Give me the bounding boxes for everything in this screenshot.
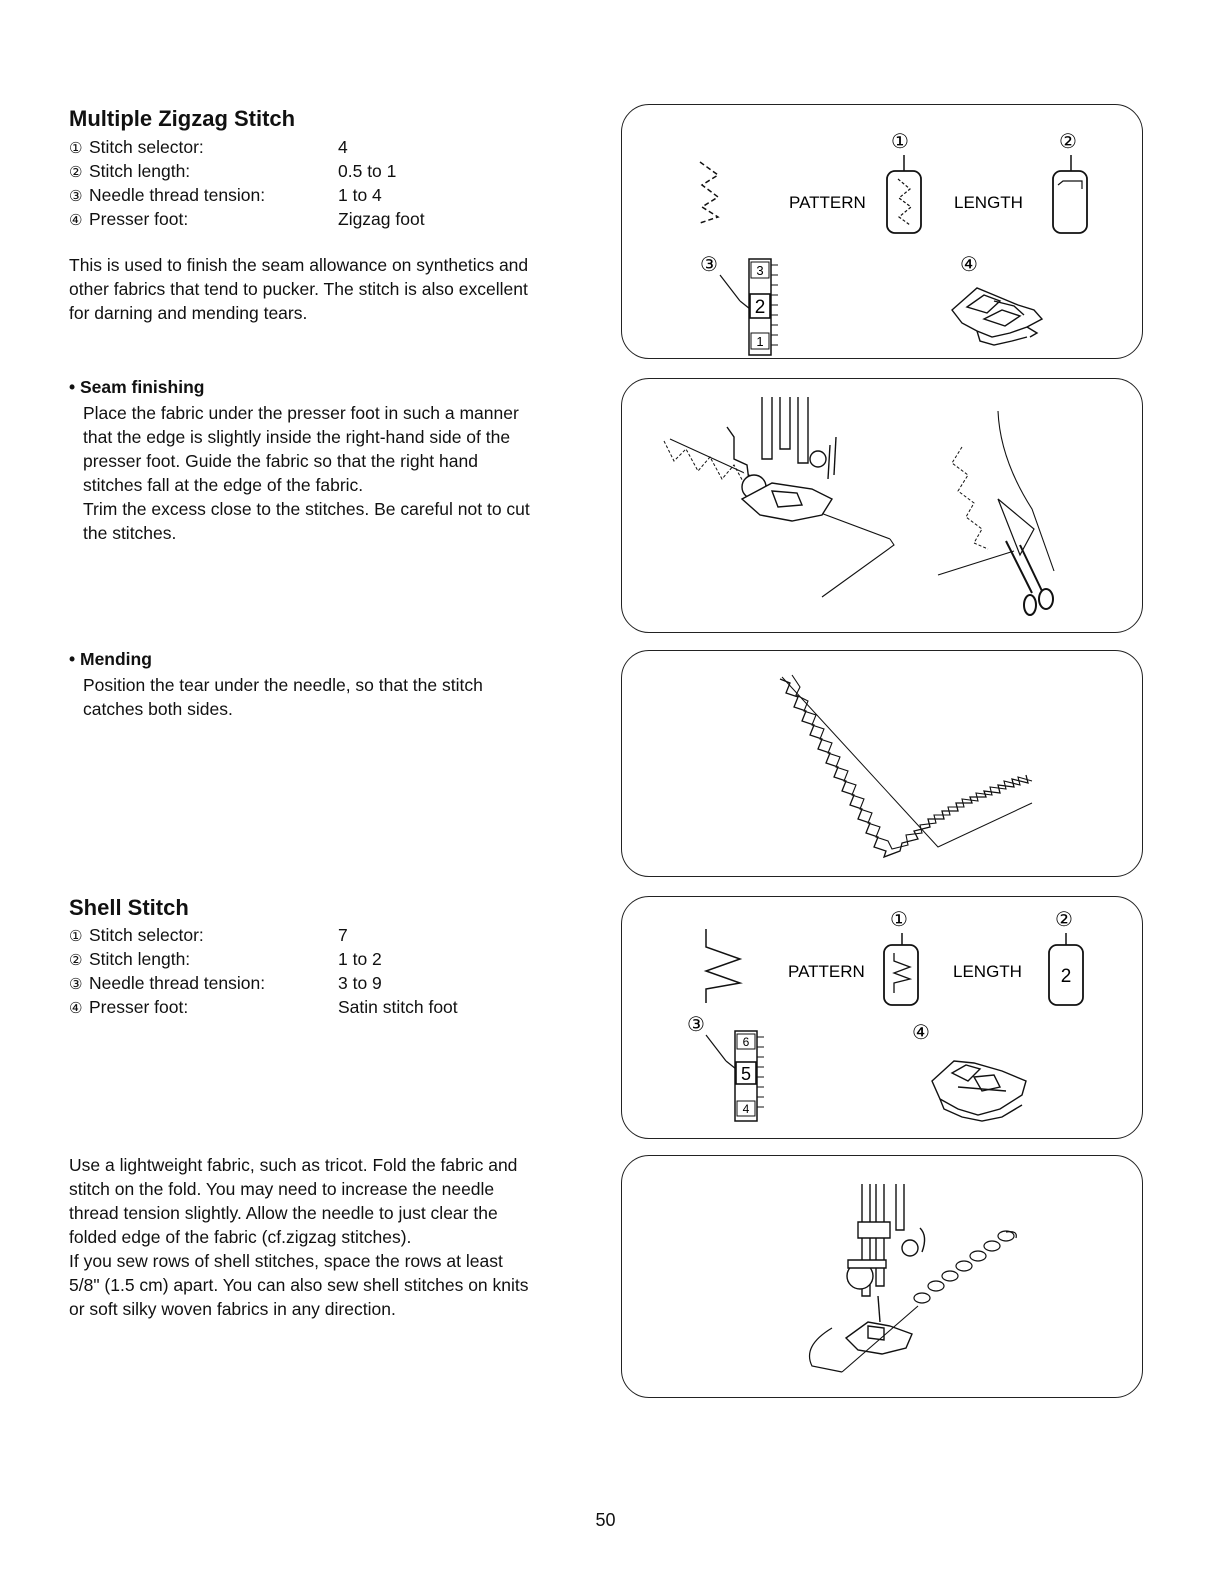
trimmed-strip <box>998 499 1034 555</box>
callout-4: ④ <box>912 1022 930 1044</box>
setting-label: Stitch length: <box>89 949 191 969</box>
pattern-label: PATTERN <box>789 193 866 212</box>
length-label: LENGTH <box>953 962 1022 981</box>
multiple-zigzag-description: This is used to finish the seam allowance on synthetics and other fabrics that tend to pucker. The stitch is also excellent for darning and mending tears. <box>69 255 529 323</box>
zigzag-settings-illustration <box>622 105 1144 360</box>
setting-value: 1 to 4 <box>338 185 382 205</box>
setting-value: Satin stitch foot <box>338 997 458 1017</box>
satin-stitch-foot-icon <box>932 1061 1026 1121</box>
setting-label: Presser foot: <box>89 997 189 1017</box>
callout-number: ② <box>69 164 83 181</box>
callout-number: ② <box>69 952 83 969</box>
tension-dial-6: 6 <box>742 1035 750 1049</box>
length-label: LENGTH <box>954 193 1023 212</box>
presser-foot-icon <box>727 397 836 521</box>
callout-number: ③ <box>69 188 83 205</box>
mending-zigzag-stitch-1 <box>780 679 1028 857</box>
setting-row <box>69 135 589 159</box>
multiple-zigzag-settings <box>69 135 589 231</box>
shell-sewing-illustration <box>622 1156 1144 1399</box>
callout-1: ① <box>891 131 909 153</box>
shell-stitch-pattern-icon <box>706 929 740 1003</box>
zigzag-foot-icon <box>952 288 1042 345</box>
callout-number: ④ <box>69 212 83 229</box>
callout-1: ① <box>890 909 908 931</box>
figure-seam-finishing <box>621 378 1143 633</box>
setting-row <box>69 995 589 1019</box>
setting-value: 1 to 2 <box>338 949 382 969</box>
figure-shell-sewing <box>621 1155 1143 1398</box>
tension-dial-4: 4 <box>742 1102 750 1116</box>
setting-row <box>69 159 589 183</box>
pattern-label: PATTERN <box>788 962 865 981</box>
setting-label: Stitch length: <box>89 161 191 181</box>
setting-value: 0.5 to 1 <box>338 161 397 181</box>
shell-stitch-settings <box>69 923 589 1019</box>
seam-finishing-illustration <box>622 379 1144 634</box>
mending-illustration <box>622 651 1144 878</box>
mending-tear-line <box>782 677 1032 847</box>
mending-title: • Mending <box>69 649 152 669</box>
stitch-pattern-icon <box>700 162 718 223</box>
callout-2: ② <box>1059 131 1077 153</box>
shell-stitch-title: Shell Stitch <box>69 895 189 920</box>
multiple-zigzag-title: Multiple Zigzag Stitch <box>69 106 296 131</box>
fabric-fold <box>810 1328 843 1372</box>
figure-mending <box>621 650 1143 877</box>
setting-row <box>69 947 589 971</box>
setting-row <box>69 923 589 947</box>
shell-settings-illustration <box>622 897 1144 1140</box>
presser-foot-icon <box>846 1184 925 1354</box>
callout-number: ③ <box>69 976 83 993</box>
fabric-edge <box>938 551 1014 575</box>
setting-row <box>69 971 589 995</box>
callout-number: ① <box>69 140 83 157</box>
setting-label: Stitch selector: <box>89 925 204 945</box>
setting-value: 4 <box>338 137 348 157</box>
mending-zigzag-stitch-2 <box>792 675 1032 849</box>
trim-fabric-edge <box>998 411 1054 571</box>
setting-label: Stitch selector: <box>89 137 204 157</box>
setting-label: Needle thread tension: <box>89 973 266 993</box>
setting-label: Needle thread tension: <box>89 185 266 205</box>
shell-stitch-description: Use a lightweight fabric, such as tricot. Fold the fabric and stitch on the fold. You may need to increase the needle thread tension slightly. Allow the needle to just clear the folded edge of the fabric (cf.zigzag stitches). If you sew rows of shell stitches, space the rows at least 5/8" (1.5 cm) apart. You can also sew shell stitches on knits or soft silky woven fabrics in any direction. <box>69 1155 529 1319</box>
figure-zigzag-settings <box>621 104 1143 359</box>
shell-stitch-loops <box>914 1231 1014 1303</box>
tension-leader <box>706 1035 726 1061</box>
tension-leader <box>720 275 740 301</box>
seam-finishing-title: • Seam finishing <box>69 377 205 397</box>
setting-value: 7 <box>338 925 348 945</box>
tension-dial-1: 1 <box>756 334 764 349</box>
length-window <box>1053 171 1087 233</box>
setting-row <box>69 207 589 231</box>
callout-number: ① <box>69 928 83 945</box>
mending-text: Position the tear under the needle, so that the stitch catches both sides. <box>83 675 483 719</box>
callout-2: ② <box>1055 909 1073 931</box>
callout-number: ④ <box>69 1000 83 1017</box>
tension-dial-5: 5 <box>740 1064 752 1084</box>
setting-value: Zigzag foot <box>338 209 425 229</box>
page-number: 50 <box>595 1510 616 1530</box>
callout-3: ③ <box>687 1014 705 1036</box>
length-value: 2 <box>1060 966 1072 987</box>
scissors-icon <box>1006 541 1053 615</box>
callout-4: ④ <box>960 254 978 276</box>
trim-zigzag-stitches <box>952 447 988 549</box>
tension-dial-3: 3 <box>756 263 764 278</box>
setting-label: Presser foot: <box>89 209 189 229</box>
fabric-fold <box>822 539 894 597</box>
tension-dial-2: 2 <box>754 297 766 318</box>
seam-finishing-text: Place the fabric under the presser foot in such a manner that the edge is slightly inside the right-hand side of the presser foot. Guide the fabric so that the right hand stitches fall at the edge of the fabric. Trim the excess close to the stitches. Be careful not to cut the stitches. <box>83 403 530 543</box>
callout-3: ③ <box>700 254 718 276</box>
setting-value: 3 to 9 <box>338 973 382 993</box>
figure-shell-settings <box>621 896 1143 1139</box>
setting-row <box>69 183 589 207</box>
